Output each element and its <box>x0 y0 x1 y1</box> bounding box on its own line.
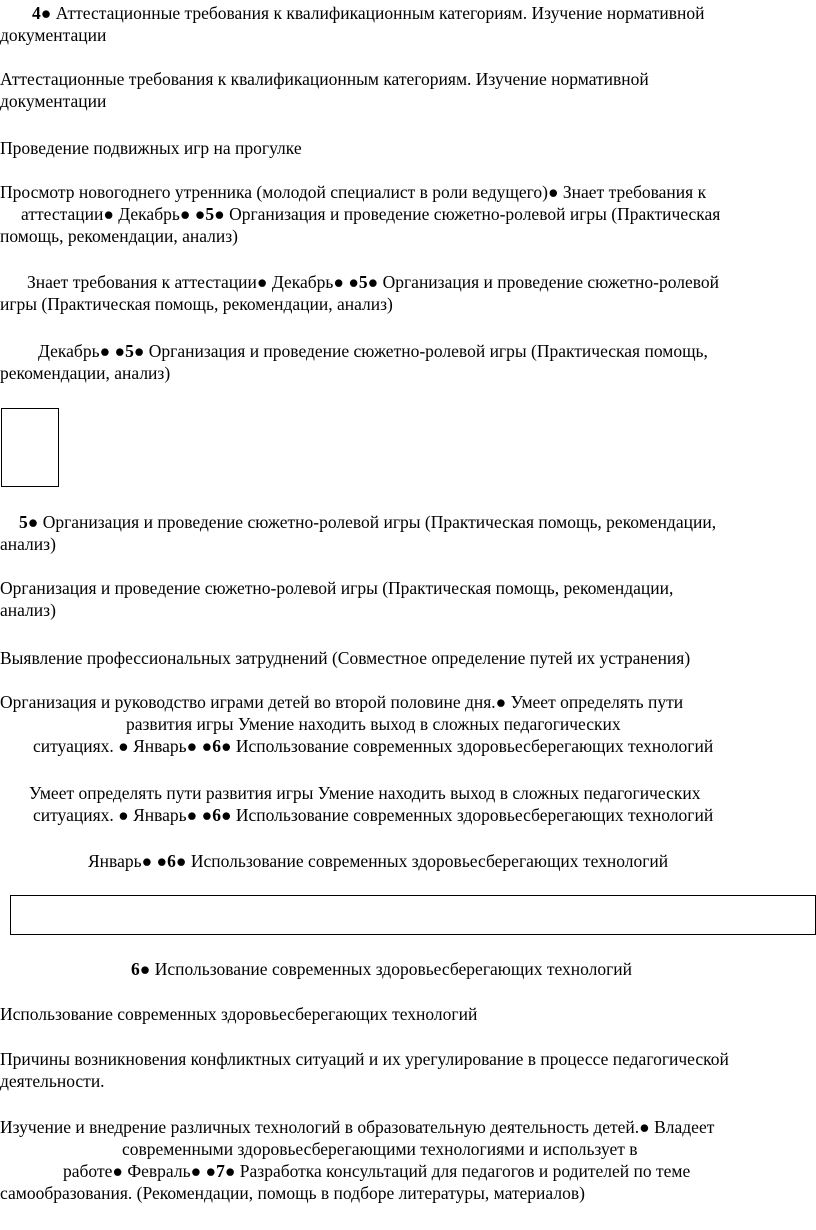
text-line: Знает требования к аттестации <box>27 272 257 292</box>
item-number: 6 <box>167 851 176 871</box>
bullet-icon: ● <box>205 1161 217 1181</box>
paragraph <box>0 1003 816 1025</box>
bullet-icon: ● <box>639 1117 650 1137</box>
item-number: 6 <box>212 736 221 756</box>
text-line: Причины возникновения конфликтных ситуаций и их урегулирование в процессе педагогической <box>0 1049 729 1069</box>
text-line: Использование современных здоровьесберегающих технологий <box>231 736 714 756</box>
text-line: ситуациях. <box>33 736 119 756</box>
text-line: Декабрь <box>113 204 180 224</box>
paragraph <box>0 181 816 247</box>
paragraph-heading-6 <box>0 958 816 980</box>
bullet-icon: ● <box>367 272 379 292</box>
paragraph <box>0 68 816 112</box>
bullet-icon: ● <box>156 851 168 871</box>
text-line: Разработка консультаций для педагогов и родителей по теме <box>235 1161 691 1181</box>
text-line: документации <box>0 91 107 111</box>
bullet-icon: ● <box>214 204 225 224</box>
text-line: анализ) <box>0 534 56 554</box>
bullet-icon: ● <box>103 204 114 224</box>
bullet-icon: ● <box>112 1161 123 1181</box>
bullet-icon: ● <box>348 272 359 292</box>
paragraph <box>0 577 816 621</box>
paragraph-heading-5 <box>0 511 816 555</box>
bullet-icon: ● <box>190 1161 202 1181</box>
item-number: 4 <box>32 3 41 23</box>
paragraph <box>0 340 816 384</box>
text-line: Аттестационные требования к квалификационным категориям. Изучение нормативной <box>0 69 649 89</box>
text-line: Использование современных здоровьесберегающих технологий <box>0 1004 478 1024</box>
text-line: ситуациях. <box>33 805 119 825</box>
text-line: работе <box>63 1161 113 1181</box>
text-line: Организация и руководство играми детей во второй половине дня. <box>0 692 496 712</box>
bullet-icon: ● <box>179 204 191 224</box>
bullet-icon: ● <box>99 341 111 361</box>
bullet-icon: ● <box>118 736 129 756</box>
text-line: помощь, рекомендации, анализ) <box>0 226 238 246</box>
paragraph <box>0 782 816 826</box>
bullet-icon: ● <box>333 272 344 292</box>
text-line: Организация и проведение сюжетно-ролевой игры (Практическая помощь, <box>144 341 708 361</box>
empty-frame <box>1 408 59 487</box>
bullet-icon: ● <box>495 692 507 712</box>
bullet-icon: ● <box>27 512 39 532</box>
text-line: Декабрь <box>267 272 334 292</box>
bullet-icon: ● <box>118 805 129 825</box>
text-line: Январь <box>88 851 142 871</box>
item-number: 5 <box>358 272 368 292</box>
bullet-icon: ● <box>186 805 198 825</box>
text-line: Изучение и внедрение различных технологий в образовательную деятельность детей. <box>0 1117 640 1137</box>
text-line: Использование современных здоровьесберегающих технологий <box>186 851 669 871</box>
bullet-icon: ● <box>186 736 198 756</box>
bullet-icon: ● <box>220 736 232 756</box>
text-line: Организация и проведение сюжетно-ролевой игры (Практическая помощь, рекомендации, <box>0 578 674 598</box>
bullet-icon: ● <box>224 1161 236 1181</box>
bullet-icon: ● <box>114 341 126 361</box>
paragraph <box>0 1116 816 1204</box>
text-line: Аттестационные требования к квалификационным категориям. Изучение нормативной <box>51 3 705 23</box>
paragraph-heading-4 <box>0 2 816 46</box>
empty-frame-wide <box>10 895 816 935</box>
text-line: Январь <box>128 805 187 825</box>
text-line: Владеет <box>649 1117 715 1137</box>
text-line: Умеет определять пути <box>506 692 684 712</box>
item-number: 5 <box>19 512 28 532</box>
text-line: Использование современных здоровьесберегающих технологий <box>150 959 633 979</box>
text-line: Просмотр новогоднего утренника (молодой специалист в роли ведущего) <box>0 182 548 202</box>
text-line: Организация и проведение сюжетно-ролевой игры (Практическая помощь, рекомендации, <box>38 512 717 532</box>
item-number: 5 <box>125 341 134 361</box>
paragraph <box>0 850 816 872</box>
bullet-icon: ● <box>256 272 268 292</box>
item-number: 6 <box>212 805 221 825</box>
text-line: Декабрь <box>38 341 100 361</box>
bullet-icon: ● <box>220 805 232 825</box>
text-line: анализ) <box>0 600 56 620</box>
bullet-icon: ● <box>194 204 206 224</box>
paragraph <box>0 1048 816 1092</box>
text-line: развития игры Умение находить выход в сложных педагогических <box>126 714 621 734</box>
paragraph <box>0 137 816 159</box>
text-line: Январь <box>128 736 187 756</box>
text-line: современными здоровьесберегающими технологиями и использует в <box>122 1139 638 1159</box>
text-line: Выявление профессиональных затруднений (Совместное определение путей их устранения) <box>0 648 691 668</box>
bullet-icon: ● <box>133 341 145 361</box>
paragraph <box>0 691 816 757</box>
text-line: Организация и проведение сюжетно-ролевой <box>378 272 720 292</box>
text-line: Использование современных здоровьесберегающих технологий <box>231 805 714 825</box>
text-line: аттестации <box>21 204 104 224</box>
item-number: 6 <box>131 959 140 979</box>
text-line: самообразования. (Рекомендации, помощь в подборе литературы, материалов) <box>0 1183 585 1203</box>
text-line: Организация и проведение сюжетно-ролевой игры (Практическая <box>224 204 721 224</box>
bullet-icon: ● <box>547 182 559 202</box>
paragraph <box>0 647 816 669</box>
bullet-icon: ● <box>141 851 153 871</box>
bullet-icon: ● <box>201 736 213 756</box>
text-line: рекомендации, анализ) <box>0 363 171 383</box>
text-line: Знает требования к <box>558 182 707 202</box>
bullet-icon: ● <box>40 3 52 23</box>
paragraph <box>0 271 816 315</box>
text-line: документации <box>0 25 107 45</box>
bullet-icon: ● <box>139 959 151 979</box>
text-line: деятельности. <box>0 1071 105 1091</box>
item-number: 5 <box>205 204 215 224</box>
bullet-icon: ● <box>175 851 187 871</box>
bullet-icon: ● <box>201 805 213 825</box>
item-number: 7 <box>216 1161 225 1181</box>
text-line: Проведение подвижных игр на прогулке <box>0 138 302 158</box>
text-line: Умеет определять пути развития игры Умение находить выход в сложных педагогических <box>29 783 701 803</box>
text-line: Февраль <box>122 1161 191 1181</box>
text-line: игры (Практическая помощь, рекомендации, анализ) <box>0 294 393 314</box>
